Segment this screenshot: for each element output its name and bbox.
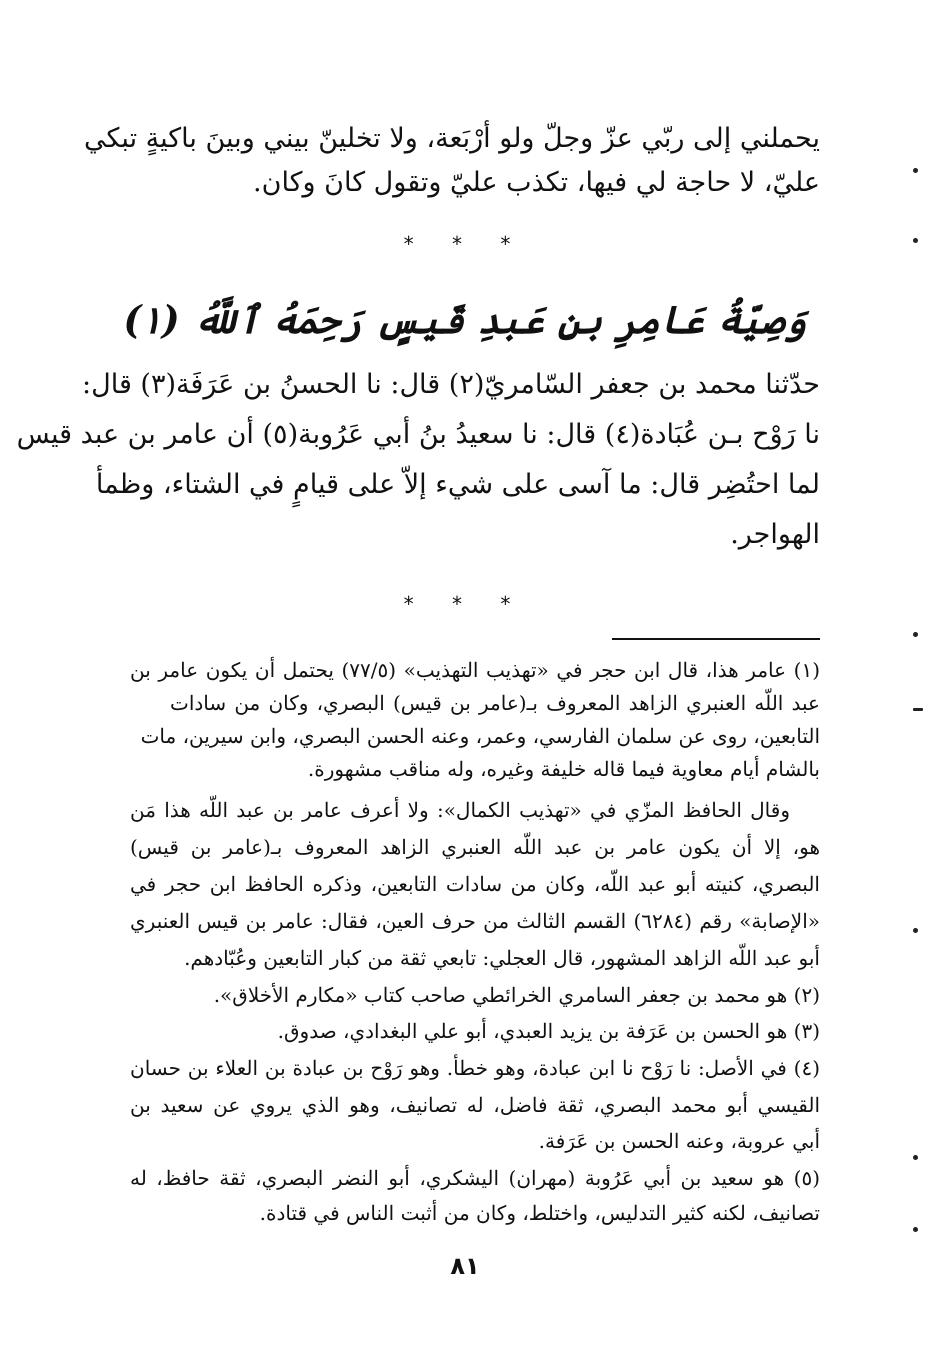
scan-speck <box>913 632 918 637</box>
footnote-line: (٣) هو الحسن بن عَرَفة بن يزيد العبدي، أبو علي البغدادي، صدوق. <box>277 1019 820 1043</box>
footnote-line: هو، إلا أن يكون عامر بن عبد اللّه العنبري الزاهد المعروف بـ(عامر بن قيس) <box>130 835 820 859</box>
top-paragraph-line-1: يحملني إلى ربّي عزّ وجلّ ولو أرْبَعة، ولا تخلينّ بيني وبينَ باكيةٍ تبكي <box>84 123 820 154</box>
section-title: وَصِيّةُ عَامِرِ بنِ عَبدِ قَيسٍ رَحِمَهُ ٱللَّهُ (١) <box>123 297 807 342</box>
footnote-line: أبو عبد اللّه الزاهد المشهور، قال العجلي: تابعي ثقة من كبار التابعين وعُبّادهم. <box>184 946 820 970</box>
scan-speck <box>913 1155 918 1160</box>
footnote-line: البصري، كنيته أبو عبد اللّه، وكان من سادات التابعين، وذكره الحافظ ابن حجر في <box>130 872 820 896</box>
footnote-line: تصانيف، لكنه كثير التدليس، واختلط، وكان من أثبت الناس في قتادة. <box>259 1201 820 1225</box>
footnote-line: عبد اللّه العنبري الزاهد المعروف بـ(عامر بن قيس) البصري، وكان من سادات <box>170 691 820 715</box>
separator-stars-bottom: * * * <box>403 592 527 616</box>
main-paragraph-line-1: حدّثنا محمد بن جعفر السّامريّ(٢) قال: نا الحسنُ بن عَرَفَة(٣) قال: <box>82 369 820 400</box>
footnote-line: (٤) في الأصل: نا رَوْح نا ابن عبادة، وهو خطأ. وهو رَوْح بن عبادة بن العلاء بن حسان <box>130 1056 820 1080</box>
footnote-line: (٥) هو سعيد بن أبي عَرُوبة (مهران) اليشكري، أبو النضر البصري، ثقة حافظ، له <box>130 1166 820 1190</box>
scan-speck <box>913 928 918 933</box>
footnote-line: التابعين، روى عن سلمان الفارسي، وعمر، وعنه الحسن البصري، وابن سيرين، مات <box>140 724 820 748</box>
footnote-line: أبي عروبة، وعنه الحسن بن عَرَفة. <box>538 1129 820 1153</box>
scan-speck <box>913 708 923 711</box>
scan-speck <box>913 238 918 243</box>
main-paragraph-line-3: لما احتُضِر قال: ما آسى على شيء إلاّ على قيامٍ في الشتاء، وظمأ <box>95 469 820 500</box>
footnote-line: القيسي أبو محمد البصري، ثقة فاضل، له تصانيف، وهو الذي يروي عن سعيد بن <box>130 1093 820 1117</box>
top-paragraph-line-2: عليّ، لا حاجة لي فيها، تكذب عليّ وتقول كانَ وكان. <box>253 167 820 198</box>
footnote-line: وقال الحافظ المزّي في «تهذيب الكمال»: ولا أعرف عامر بن عبد اللّه هذا مَن <box>130 798 790 822</box>
footnote-line: بالشام أيام معاوية فيما قاله خليفة وغيره، وله مناقب مشهورة. <box>307 757 820 781</box>
footnote-rule <box>612 638 820 640</box>
footnote-line: (٢) هو محمد بن جعفر السامري الخرائطي صاحب كتاب «مكارم الأخلاق». <box>213 983 820 1007</box>
separator-stars-top: * * * <box>403 232 527 256</box>
scan-speck <box>913 168 918 173</box>
scan-speck <box>913 1227 918 1232</box>
footnote-line: (١) عامر هذا، قال ابن حجر في «تهذيب التهذيب» (٧٧/٥) يحتمل أن يكون عامر بن <box>130 658 820 682</box>
main-paragraph-line-4: الهواجر. <box>730 519 820 550</box>
page-number: ٨١ <box>450 1252 480 1280</box>
footnote-line: «الإصابة» رقم (٦٢٨٤) القسم الثالث من حرف العين، فقال: عامر بن قيس العنبري <box>130 909 820 933</box>
main-paragraph-line-2: نا رَوْح بـن عُبَادة(٤) قال: نا سعيدُ بنُ أبي عَرُوبة(٥) أن عامر بن عبد قيس <box>16 419 820 450</box>
